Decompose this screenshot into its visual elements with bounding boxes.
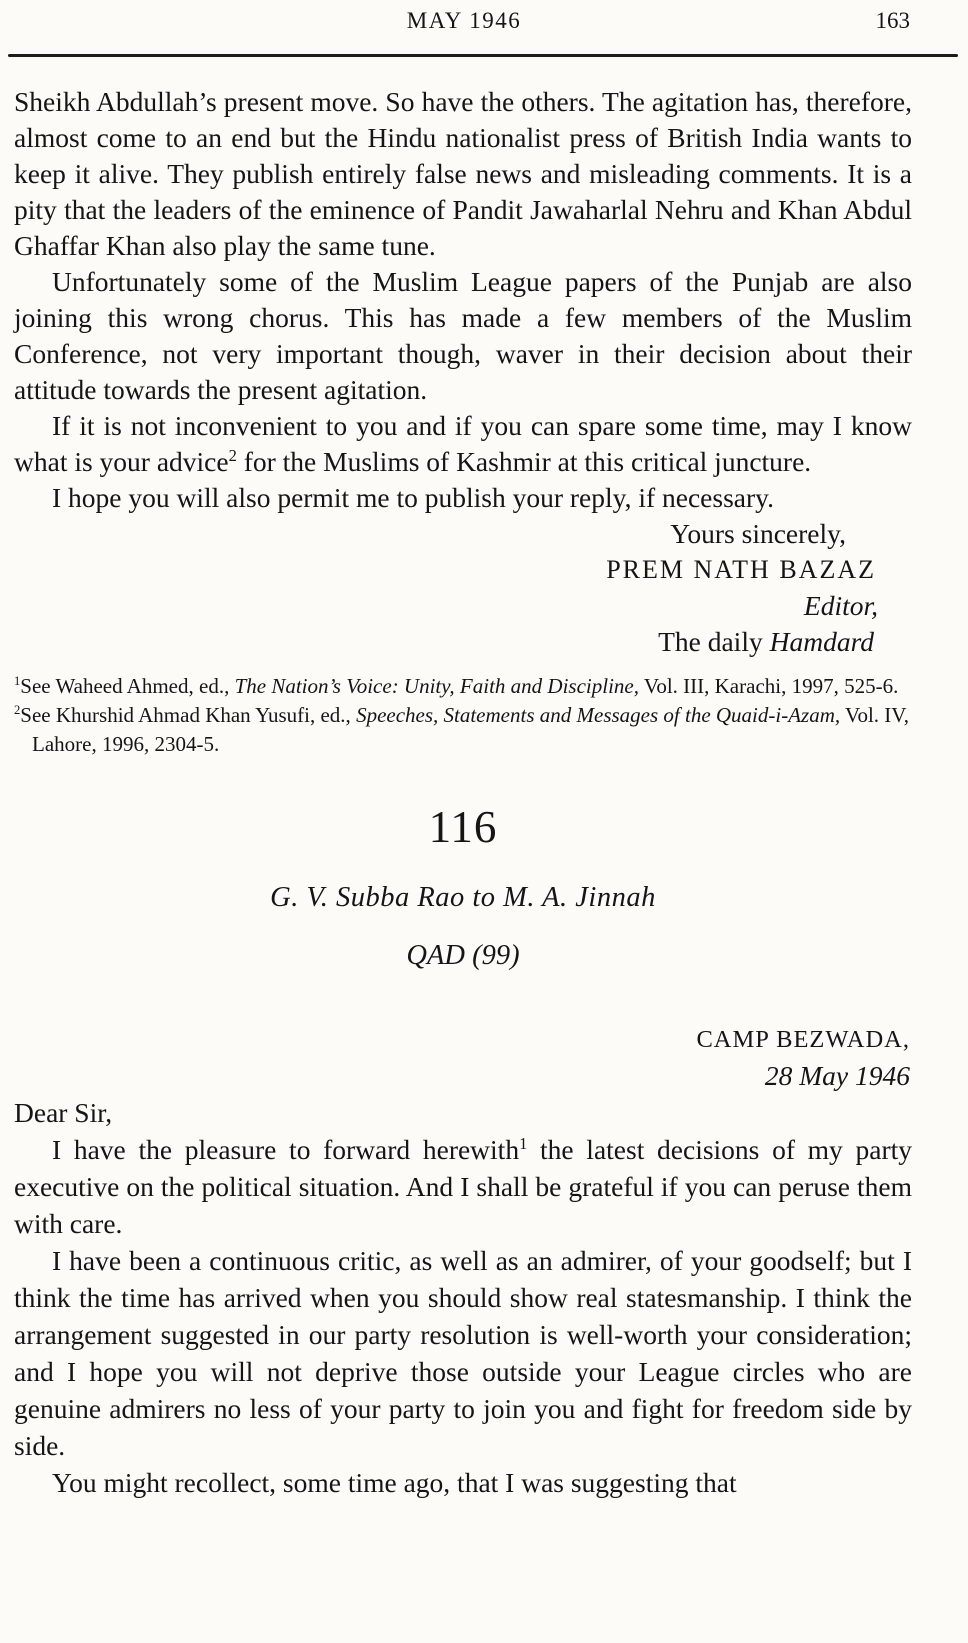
paragraph: If it is not inconvenient to you and if you can spare some time, may I know what is your advice$^2$ for the Muslims of Kashmir at this critical juncture. [14, 410, 912, 477]
salutation: Dear Sir, [14, 1097, 113, 1128]
running-title: MAY 1946 [406, 8, 522, 33]
footnote-1: $^1$See Waheed Ahmed, ed., The Nation’s Voice: Unity, Faith and Discipline, Vol. III, Karachi, 1997, 525-6. [14, 674, 899, 698]
paragraph: Sheikh Abdullah’s present move. So have the others. The agitation has, therefore, almost come to an end but the Hindu nationalist press of British India wants to keep it alive. They publish entirely false news and misleading comments. It is a pity that the leaders of the eminence of Pandit Jawaharlal Nehru and Khan Abdul Ghaffar Khan also play the same tune. [14, 86, 912, 261]
letter-heading: G. V. Subba Rao to M. A. Jinnah [270, 882, 656, 913]
page-number: 163 [875, 8, 910, 33]
section-number: 116 [428, 802, 498, 852]
letter-reference: QAD (99) [406, 940, 520, 971]
footnote-2: $^2$See Khurshid Ahmad Khan Yusufi, ed., Speeches, Statements and Messages of the Quaid-i-Azam, Vol. IV, Lahore, 1996, 2304-5. [14, 703, 910, 756]
letter-paragraphs [14, 1131, 912, 1501]
letter-place: CAMP BEZWADA, [696, 1026, 910, 1053]
paragraph: I hope you will also permit me to publish your reply, if necessary. [52, 482, 774, 513]
signatory-organization: The daily Hamdard [658, 626, 874, 657]
paragraph: You might recollect, some time ago, that I was suggesting that [52, 1467, 737, 1498]
signatory-role: Editor, [803, 590, 878, 621]
closing: Yours sincerely, [670, 518, 846, 549]
continuation-paragraphs [14, 84, 912, 516]
header-rule [8, 54, 958, 57]
paragraph: Unfortunately some of the Muslim League papers of the Punjab are also joining this wrong chorus. This has made a few members of the Muslim Conference, not very important though, waver in their decision about their attitude towards the present agitation. [14, 266, 912, 405]
paragraph: I have the pleasure to forward herewith$^1$ the latest decisions of my party executive on the political situation. And I shall be grateful if you can peruse them with care. [14, 1133, 913, 1239]
page-content [14, 84, 912, 1501]
letter-date: 28 May 1946 [764, 1060, 910, 1091]
footnotes [14, 672, 912, 759]
paragraph: I have been a continuous critic, as well as an admirer, of your goodself; but I think the time has arrived when you should show real statesmanship. I think the arrangement suggested in our party resolution is well-worth your consideration; and I hope you will not deprive those outside your League circles who are genuine admirers no less of your party to join you and fight for freedom side by side. [14, 1245, 912, 1461]
signatory-name: PREM NATH BAZAZ [606, 555, 876, 584]
